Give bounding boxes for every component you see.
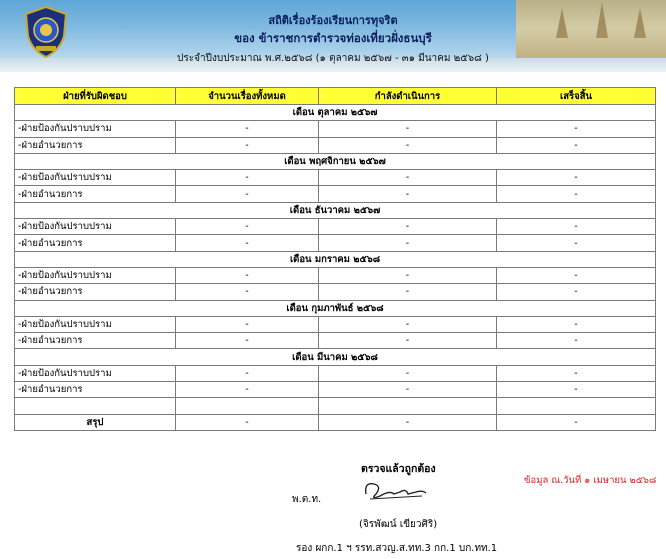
total-cell: - bbox=[176, 267, 319, 283]
done-cell: - bbox=[497, 170, 656, 186]
total-cell: - bbox=[176, 219, 319, 235]
table-row bbox=[15, 284, 656, 300]
blank-row bbox=[15, 398, 656, 414]
total-cell: - bbox=[176, 333, 319, 349]
total-cell: - bbox=[176, 284, 319, 300]
done-cell: - bbox=[497, 284, 656, 300]
in-progress-cell: - bbox=[319, 365, 497, 381]
in-progress-cell: - bbox=[319, 333, 497, 349]
department-cell: -ฝ่ายป้องกันปราบปราม bbox=[15, 121, 176, 137]
table-row bbox=[15, 137, 656, 153]
department-cell: -ฝ่ายอำนวยการ bbox=[15, 382, 176, 398]
month-label: เดือน มีนาคม ๒๕๖๘ bbox=[15, 349, 656, 365]
department-cell: -ฝ่ายป้องกันปราบปราม bbox=[15, 316, 176, 332]
header-banner bbox=[0, 0, 666, 72]
summary-done: - bbox=[497, 414, 656, 430]
month-row bbox=[15, 202, 656, 218]
officer-name: (จิรพัฒน์ เขียวศิริ) bbox=[359, 519, 438, 530]
summary-total: - bbox=[176, 414, 319, 430]
month-label: เดือน กุมภาพันธ์ ๒๕๖๘ bbox=[15, 300, 656, 316]
month-label: เดือน พฤศจิกายน ๒๕๖๗ bbox=[15, 153, 656, 169]
total-cell: - bbox=[176, 235, 319, 251]
in-progress-cell: - bbox=[319, 316, 497, 332]
total-cell: - bbox=[176, 137, 319, 153]
complaint-stats-table bbox=[14, 87, 656, 431]
summary-in-progress: - bbox=[319, 414, 497, 430]
in-progress-cell: - bbox=[319, 186, 497, 202]
done-cell: - bbox=[497, 219, 656, 235]
officer-rank: พ.ต.ท. bbox=[292, 494, 322, 505]
done-cell: - bbox=[497, 316, 656, 332]
summary-label: สรุป bbox=[15, 414, 176, 430]
department-cell: -ฝ่ายป้องกันปราบปราม bbox=[15, 267, 176, 283]
done-cell: - bbox=[497, 186, 656, 202]
table-row bbox=[15, 267, 656, 283]
table-row bbox=[15, 121, 656, 137]
month-row bbox=[15, 349, 656, 365]
month-label: เดือน มกราคม ๒๕๖๘ bbox=[15, 251, 656, 267]
done-cell: - bbox=[497, 365, 656, 381]
checked-label: ตรวจแล้วถูกต้อง bbox=[361, 463, 436, 475]
department-cell: -ฝ่ายป้องกันปราบปราม bbox=[15, 365, 176, 381]
title-line-3: ประจำปีงบประมาณ พ.ศ.๒๕๖๘ (๑ ตุลาคม ๒๕๖๗ - ๓๑ มีนาคม ๒๕๖๘ ) bbox=[177, 53, 489, 64]
table-row bbox=[15, 186, 656, 202]
table-row bbox=[15, 170, 656, 186]
month-label: เดือน ตุลาคม ๒๕๖๗ bbox=[15, 105, 656, 121]
department-cell: -ฝ่ายอำนวยการ bbox=[15, 137, 176, 153]
department-cell: -ฝ่ายอำนวยการ bbox=[15, 186, 176, 202]
month-row bbox=[15, 153, 656, 169]
done-cell: - bbox=[497, 333, 656, 349]
table-row bbox=[15, 382, 656, 398]
done-cell: - bbox=[497, 121, 656, 137]
done-cell: - bbox=[497, 137, 656, 153]
column-header-total: จำนวนเรื่องทั้งหมด bbox=[176, 88, 319, 105]
department-cell: -ฝ่ายอำนวยการ bbox=[15, 333, 176, 349]
total-cell: - bbox=[176, 382, 319, 398]
column-header-done: เสร็จสิ้น bbox=[497, 88, 656, 105]
officer-position: รอง ผกก.1 ฯ รรท.สวญ.ส.ทท.3 กก.1 บก.ทท.1 bbox=[296, 543, 498, 554]
department-cell: -ฝ่ายอำนวยการ bbox=[15, 235, 176, 251]
in-progress-cell: - bbox=[319, 137, 497, 153]
month-label: เดือน ธันวาคม ๒๕๖๗ bbox=[15, 202, 656, 218]
done-cell: - bbox=[497, 267, 656, 283]
in-progress-cell: - bbox=[319, 284, 497, 300]
table-row bbox=[15, 219, 656, 235]
total-cell: - bbox=[176, 121, 319, 137]
month-row bbox=[15, 300, 656, 316]
column-header-department: ฝ่ายที่รับผิดชอบ bbox=[15, 88, 176, 105]
table-row bbox=[15, 365, 656, 381]
title-line-1: สถิติเรื่องร้องเรียนการทุจริต bbox=[268, 14, 398, 27]
month-row bbox=[15, 105, 656, 121]
department-cell: -ฝ่ายป้องกันปราบปราม bbox=[15, 219, 176, 235]
handwritten-signature bbox=[360, 474, 430, 504]
summary-row bbox=[15, 414, 656, 430]
done-cell: - bbox=[497, 382, 656, 398]
table-row bbox=[15, 235, 656, 251]
column-header-in-progress: กำลังดำเนินการ bbox=[319, 88, 497, 105]
in-progress-cell: - bbox=[319, 235, 497, 251]
total-cell: - bbox=[176, 316, 319, 332]
department-cell: -ฝ่ายอำนวยการ bbox=[15, 284, 176, 300]
total-cell: - bbox=[176, 170, 319, 186]
in-progress-cell: - bbox=[319, 382, 497, 398]
table-row bbox=[15, 333, 656, 349]
in-progress-cell: - bbox=[319, 170, 497, 186]
in-progress-cell: - bbox=[319, 121, 497, 137]
month-row bbox=[15, 251, 656, 267]
data-date-note: ข้อมูล ณ.วันที่ ๑ เมษายน ๒๕๖๘ bbox=[524, 475, 657, 486]
department-cell: -ฝ่ายป้องกันปราบปราม bbox=[15, 170, 176, 186]
table-row bbox=[15, 316, 656, 332]
total-cell: - bbox=[176, 186, 319, 202]
table-header-row bbox=[15, 88, 656, 105]
done-cell: - bbox=[497, 235, 656, 251]
title-line-2: ของ ข้าราชการตำรวจท่องเที่ยวฝั่งธนบุรี bbox=[234, 31, 432, 45]
total-cell: - bbox=[176, 365, 319, 381]
in-progress-cell: - bbox=[319, 267, 497, 283]
in-progress-cell: - bbox=[319, 219, 497, 235]
